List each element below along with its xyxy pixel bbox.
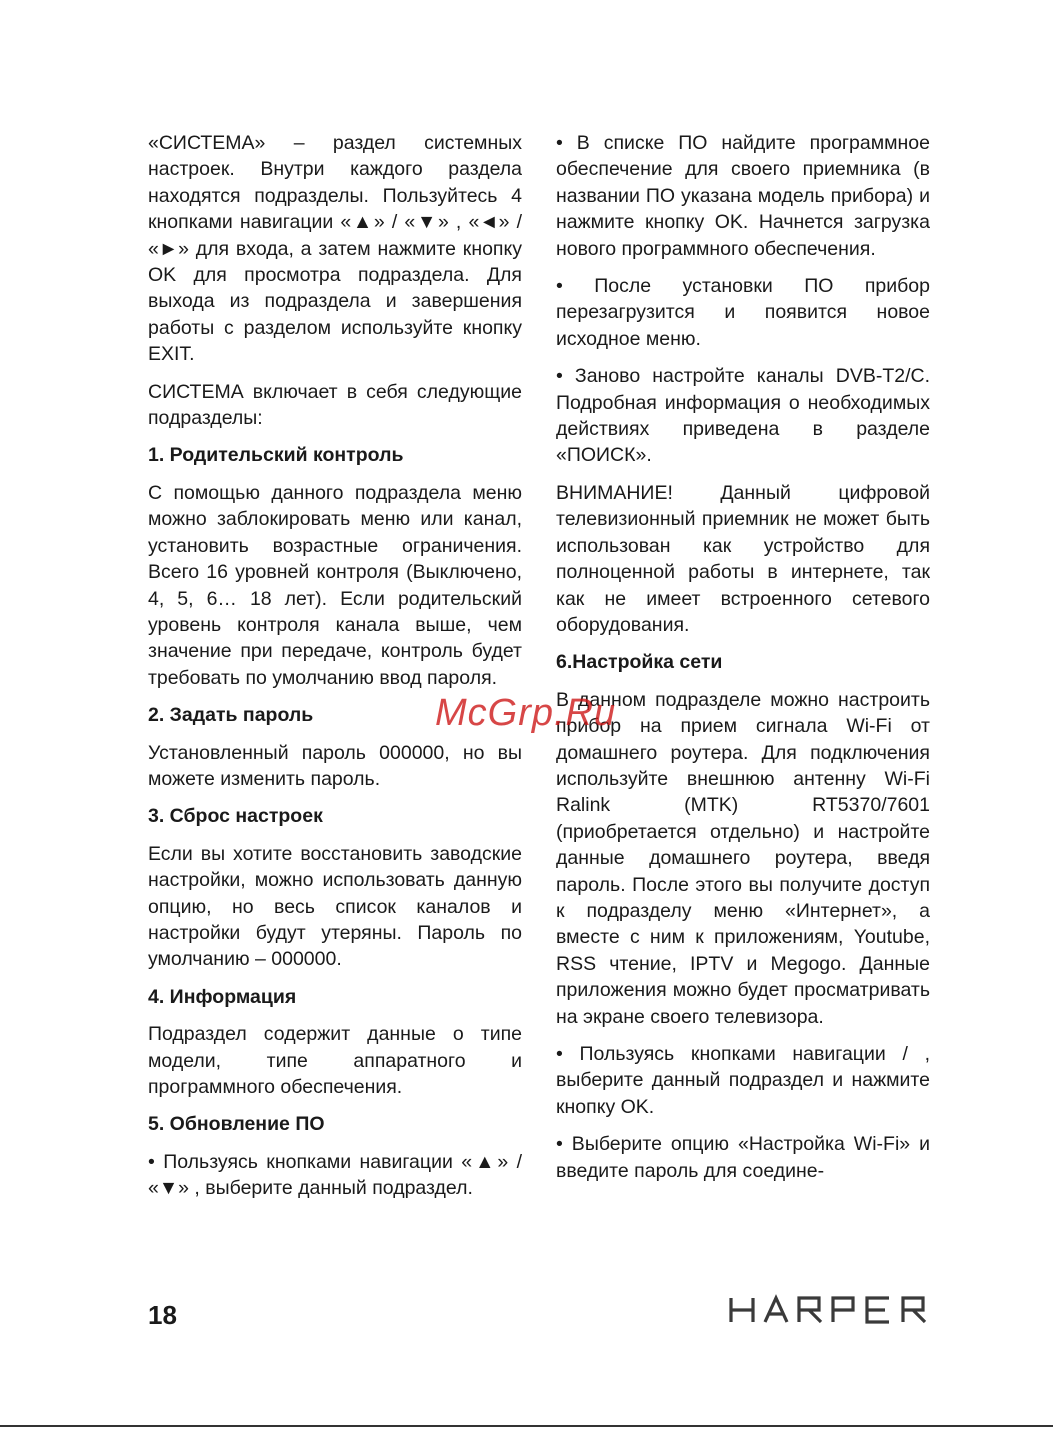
heading-information: 4. Информация	[148, 985, 297, 1008]
retune-channels-paragraph: • Заново настройте каналы DVB-T2/C. Подробная информация о необходимых действиях приведена в разделе «ПОИСК».	[556, 365, 930, 467]
heading-software-update: 5. Обновление ПО	[148, 1113, 325, 1136]
software-update-paragraph: • Пользуясь кнопками навигации «▲» / «▼» , выберите данный подраздел.	[148, 1150, 522, 1200]
harper-logo	[729, 1292, 931, 1328]
warning-paragraph: ВНИМАНИЕ! Данный цифровой телевизионный приемник не может быть использован как устройство для полноценной работы в интернете, так как не имеет встроенного сетевого оборудования.	[556, 481, 930, 636]
heading-factory-reset: 3. Сброс настроек	[148, 805, 323, 828]
system-subsections-paragraph: СИСТЕМА включает в себя следующие подразделы:	[148, 380, 522, 430]
information-paragraph: Подраздел содержит данные о типе модели, типе аппаратного и программного обеспечения.	[148, 1023, 522, 1098]
select-subsection-paragraph: • Пользуясь кнопками навигации / , выберите данный подраздел и нажмите кнопку OK.	[556, 1043, 930, 1118]
bottom-rule	[0, 1425, 1053, 1427]
watermark: McGrp.Ru	[435, 692, 617, 734]
system-intro-paragraph: «СИСТЕМА» – раздел системных настроек. Внутри каждого раздела находятся подразделы. Пользуйтесь 4 кнопками навигации «▲» / «▼» , «◄» / «►» для входа, а затем нажмите кнопку OK для просмотра подраздела. Для выхода из подраздела и завершения работы с разделом используйте кнопку EXIT.	[148, 132, 522, 366]
heading-set-password: 2. Задать пароль	[148, 704, 314, 727]
left-column	[148, 130, 522, 1213]
set-password-paragraph: Установленный пароль 000000, но вы можете изменить пароль.	[148, 741, 522, 790]
heading-network-setup: 6.Настройка сети	[556, 651, 723, 674]
after-install-paragraph: • После установки ПО прибор перезагрузится и появится новое исходное меню.	[556, 275, 930, 350]
factory-reset-paragraph: Если вы хотите восстановить заводские настройки, можно использовать данную опцию, но весь список каналов и настройки будут утеряны. Пароль по умолчанию – 000000.	[148, 842, 522, 971]
right-column	[556, 130, 930, 1195]
parental-control-paragraph: С помощью данного подраздела меню можно заблокировать меню или канал, установить возрастные ограничения. Всего 16 уровней контроля (Выключено, 4, 5, 6… 18 лет). Если родительский уровень контроля канала выше, чем значение при передаче, контроль будет требовать по умолчанию ввод пароля.	[148, 481, 522, 689]
software-list-paragraph: • В списке ПО найдите программное обеспечение для своего приемника (в названии ПО указана модель прибора) и нажмите кнопку OK. Начнется загрузка нового программного обеспечения.	[556, 132, 930, 260]
heading-parental-control: 1. Родительский контроль	[148, 444, 404, 467]
network-setup-paragraph: В данном подразделе можно настроить прибор на прием сигнала Wi-Fi от домашнего роутера. Для подключения используйте внешнюю антенну Wi-Fi Ralink (MTK) RT5370/7601 (приобретается отдельно) и настройте данные домашнего роутера, введя пароль. После этого вы получите доступ к подразделу меню «Интернет», а вместе с ним к приложениям, Youtube, RSS чтение, IPTV и Megogo. Данные приложения можно будет просматривать на экране своего телевизора.	[556, 688, 930, 1028]
page-number: 18	[148, 1300, 177, 1330]
wifi-option-paragraph: • Выберите опцию «Настройка Wi-Fi» и введите пароль для соедине-	[556, 1133, 930, 1182]
